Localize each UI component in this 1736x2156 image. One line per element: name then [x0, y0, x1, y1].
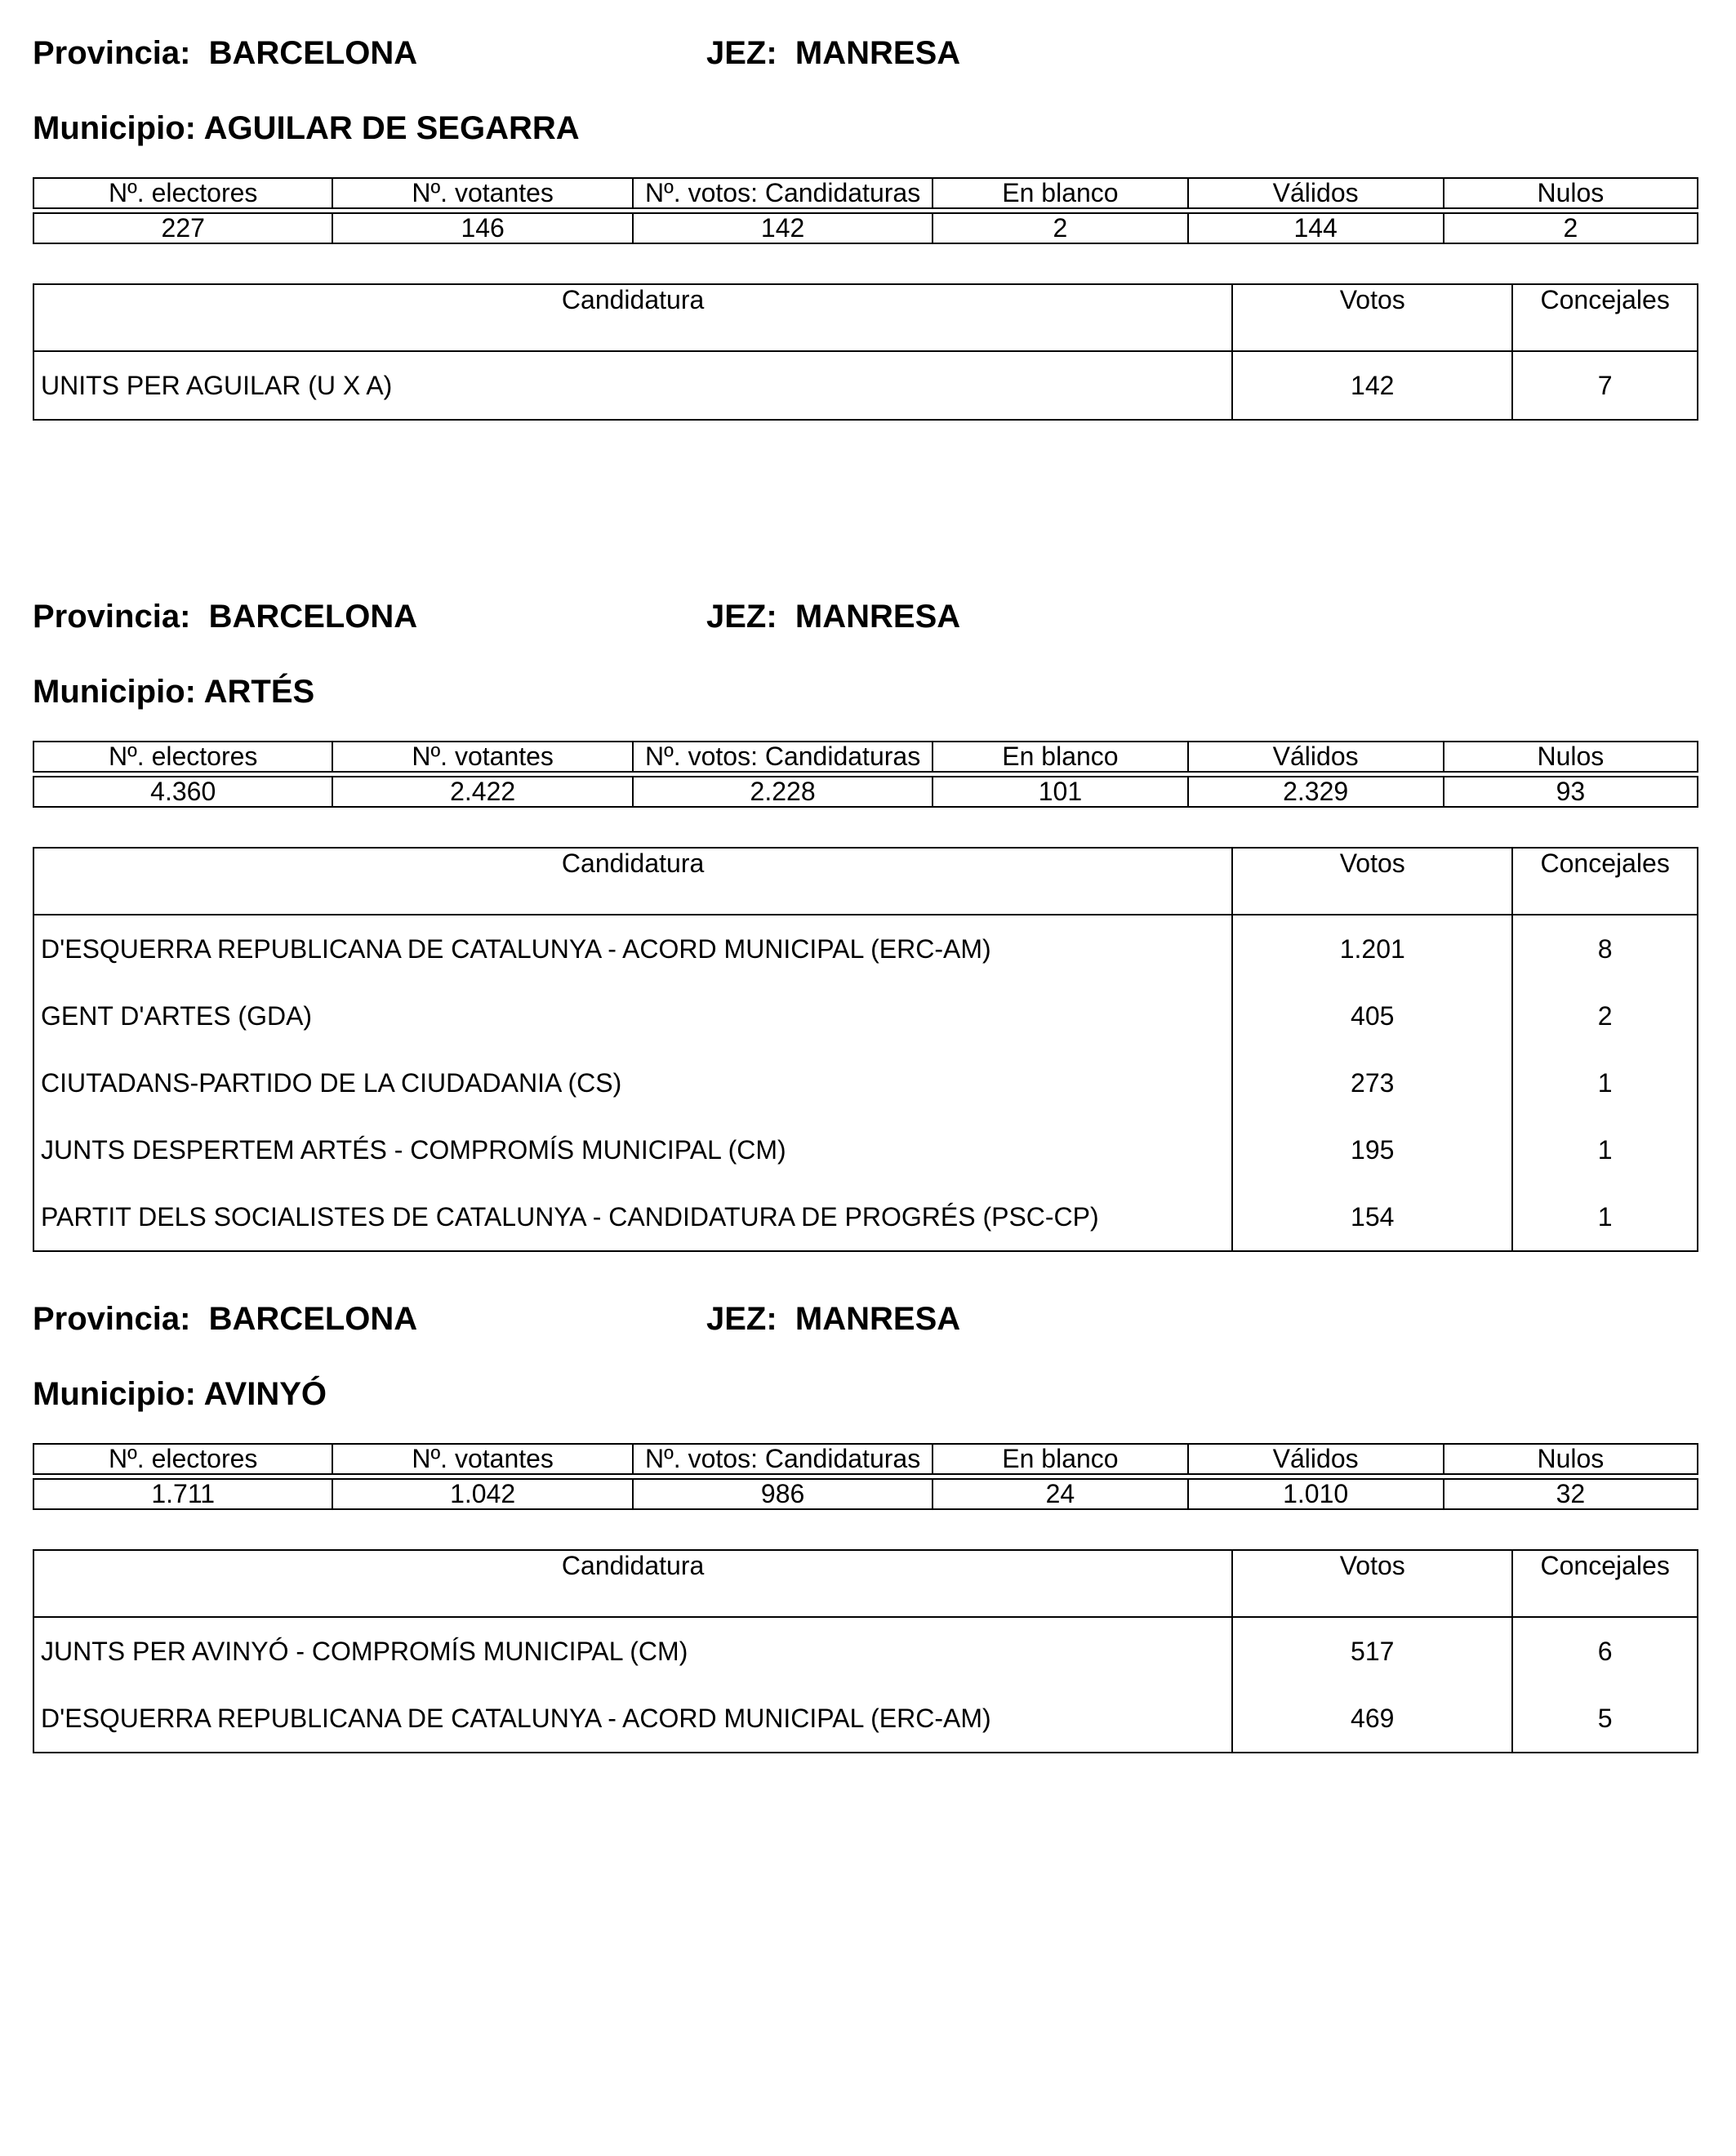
stats-header-cell: Nº. electores [33, 1444, 332, 1474]
stats-header-cell: En blanco [933, 178, 1187, 208]
cand-header-concejales: Concejales [1512, 284, 1698, 351]
stats-header-cell: Válidos [1188, 742, 1444, 772]
cand-header-concejales: Concejales [1512, 848, 1698, 915]
candidatura-concejales: 5 [1512, 1685, 1698, 1753]
candidatura-concejales: 8 [1512, 915, 1698, 982]
jez-value: MANRESA [795, 35, 961, 71]
cand-header-concejales: Concejales [1512, 1550, 1698, 1617]
stats-value-cell: 2 [1444, 213, 1698, 243]
stats-header-cell: Nº. votantes [332, 742, 632, 772]
stats-value-cell: 144 [1188, 213, 1444, 243]
candidatura-row [33, 915, 1698, 982]
candidatura-votos: 517 [1232, 1617, 1512, 1685]
candidatura-name: D'ESQUERRA REPUBLICANA DE CATALUNYA - ACORD MUNICIPAL (ERC-AM) [33, 915, 1232, 982]
stats-value-cell: 4.360 [33, 777, 332, 807]
stats-value-cell: 32 [1444, 1479, 1698, 1509]
stats-value-cell: 2.422 [332, 777, 632, 807]
jez-value: MANRESA [795, 1301, 961, 1337]
jez-key: JEZ: [706, 1301, 777, 1337]
candidatura-name: JUNTS PER AVINYÓ - COMPROMÍS MUNICIPAL (CM) [33, 1617, 1232, 1685]
municipio-heading [33, 1374, 327, 1414]
stats-table [33, 741, 1698, 808]
provincia-label [33, 33, 417, 74]
candidaturas-table [33, 1549, 1698, 1753]
stats-value-cell: 1.042 [332, 1479, 632, 1509]
stats-table [33, 1443, 1698, 1510]
municipio-heading [33, 671, 314, 712]
stats-header-cell: Nº. votos: Candidaturas [633, 742, 933, 772]
stats-header-cell: Nº. electores [33, 178, 332, 208]
stats-value-cell: 227 [33, 213, 332, 243]
stats-header-cell: Nº. votos: Candidaturas [633, 1444, 933, 1474]
candidatura-votos: 405 [1232, 982, 1512, 1049]
candidatura-votos: 469 [1232, 1685, 1512, 1753]
provincia-value: BARCELONA [208, 1301, 418, 1337]
section-header [33, 1298, 1698, 1339]
stats-value-cell: 101 [933, 777, 1187, 807]
stats-header-cell: Válidos [1188, 1444, 1444, 1474]
candidatura-votos: 273 [1232, 1049, 1512, 1116]
stats-value-cell: 2.329 [1188, 777, 1444, 807]
candidatura-votos: 142 [1232, 351, 1512, 420]
stats-header-cell: Válidos [1188, 178, 1444, 208]
municipio-value: AVINYÓ [203, 1376, 327, 1412]
candidatura-votos: 195 [1232, 1116, 1512, 1183]
stats-value-cell: 986 [633, 1479, 933, 1509]
provincia-label [33, 596, 417, 637]
provincia-key: Provincia: [33, 599, 191, 635]
provincia-value: BARCELONA [208, 35, 418, 71]
stats-header-cell: Nº. votos: Candidaturas [633, 178, 933, 208]
stats-value-cell: 1.711 [33, 1479, 332, 1509]
stats-value-cell: 2 [933, 213, 1187, 243]
stats-header-cell: Nulos [1444, 1444, 1698, 1474]
stats-table [33, 177, 1698, 244]
cand-header-votos: Votos [1232, 848, 1512, 915]
municipio-key: Municipio: [33, 1376, 196, 1412]
candidatura-votos: 154 [1232, 1183, 1512, 1251]
candidatura-name: JUNTS DESPERTEM ARTÉS - COMPROMÍS MUNICIPAL (CM) [33, 1116, 1232, 1183]
cand-header-votos: Votos [1232, 1550, 1512, 1617]
municipio-key: Municipio: [33, 110, 196, 146]
jez-label [706, 33, 960, 74]
candidatura-row [33, 351, 1698, 420]
municipio-key: Municipio: [33, 674, 196, 710]
provincia-value: BARCELONA [208, 599, 418, 635]
stats-header-cell: Nº. votantes [332, 1444, 632, 1474]
jez-key: JEZ: [706, 599, 777, 635]
candidatura-name: CIUTADANS-PARTIDO DE LA CIUDADANIA (CS) [33, 1049, 1232, 1116]
candidatura-row [33, 1617, 1698, 1685]
stats-header-cell: Nulos [1444, 742, 1698, 772]
stats-header-cell: En blanco [933, 1444, 1187, 1474]
candidatura-concejales: 1 [1512, 1049, 1698, 1116]
provincia-key: Provincia: [33, 1301, 191, 1337]
candidatura-name: PARTIT DELS SOCIALISTES DE CATALUNYA - CANDIDATURA DE PROGRÉS (PSC-CP) [33, 1183, 1232, 1251]
stats-value-cell: 2.228 [633, 777, 933, 807]
section-header [33, 596, 1698, 637]
candidatura-concejales: 6 [1512, 1617, 1698, 1685]
candidatura-name: GENT D'ARTES (GDA) [33, 982, 1232, 1049]
candidatura-concejales: 2 [1512, 982, 1698, 1049]
stats-header-cell: Nulos [1444, 178, 1698, 208]
candidatura-concejales: 1 [1512, 1116, 1698, 1183]
cand-header-candidatura: Candidatura [33, 848, 1232, 915]
stats-value-cell: 93 [1444, 777, 1698, 807]
stats-header-cell: Nº. electores [33, 742, 332, 772]
candidatura-row [33, 1685, 1698, 1753]
candidatura-row [33, 1049, 1698, 1116]
stats-value-cell: 142 [633, 213, 933, 243]
stats-header-cell: En blanco [933, 742, 1187, 772]
municipio-value: ARTÉS [203, 674, 315, 710]
candidatura-name: UNITS PER AGUILAR (U X A) [33, 351, 1232, 420]
cand-header-candidatura: Candidatura [33, 1550, 1232, 1617]
jez-label [706, 1298, 960, 1339]
candidaturas-table [33, 283, 1698, 421]
provincia-key: Provincia: [33, 35, 191, 71]
cand-header-votos: Votos [1232, 284, 1512, 351]
stats-value-cell: 146 [332, 213, 632, 243]
candidatura-concejales: 7 [1512, 351, 1698, 420]
jez-value: MANRESA [795, 599, 961, 635]
jez-label [706, 596, 960, 637]
candidatura-name: D'ESQUERRA REPUBLICANA DE CATALUNYA - ACORD MUNICIPAL (ERC-AM) [33, 1685, 1232, 1753]
jez-key: JEZ: [706, 35, 777, 71]
stats-value-cell: 1.010 [1188, 1479, 1444, 1509]
candidatura-concejales: 1 [1512, 1183, 1698, 1251]
municipio-heading [33, 108, 580, 149]
stats-header-cell: Nº. votantes [332, 178, 632, 208]
provincia-label [33, 1298, 417, 1339]
cand-header-candidatura: Candidatura [33, 284, 1232, 351]
section-header [33, 33, 1698, 74]
candidatura-votos: 1.201 [1232, 915, 1512, 982]
candidatura-row [33, 1116, 1698, 1183]
municipio-value: AGUILAR DE SEGARRA [203, 110, 580, 146]
candidaturas-table [33, 847, 1698, 1252]
candidatura-row [33, 1183, 1698, 1251]
candidatura-row [33, 982, 1698, 1049]
stats-value-cell: 24 [933, 1479, 1187, 1509]
